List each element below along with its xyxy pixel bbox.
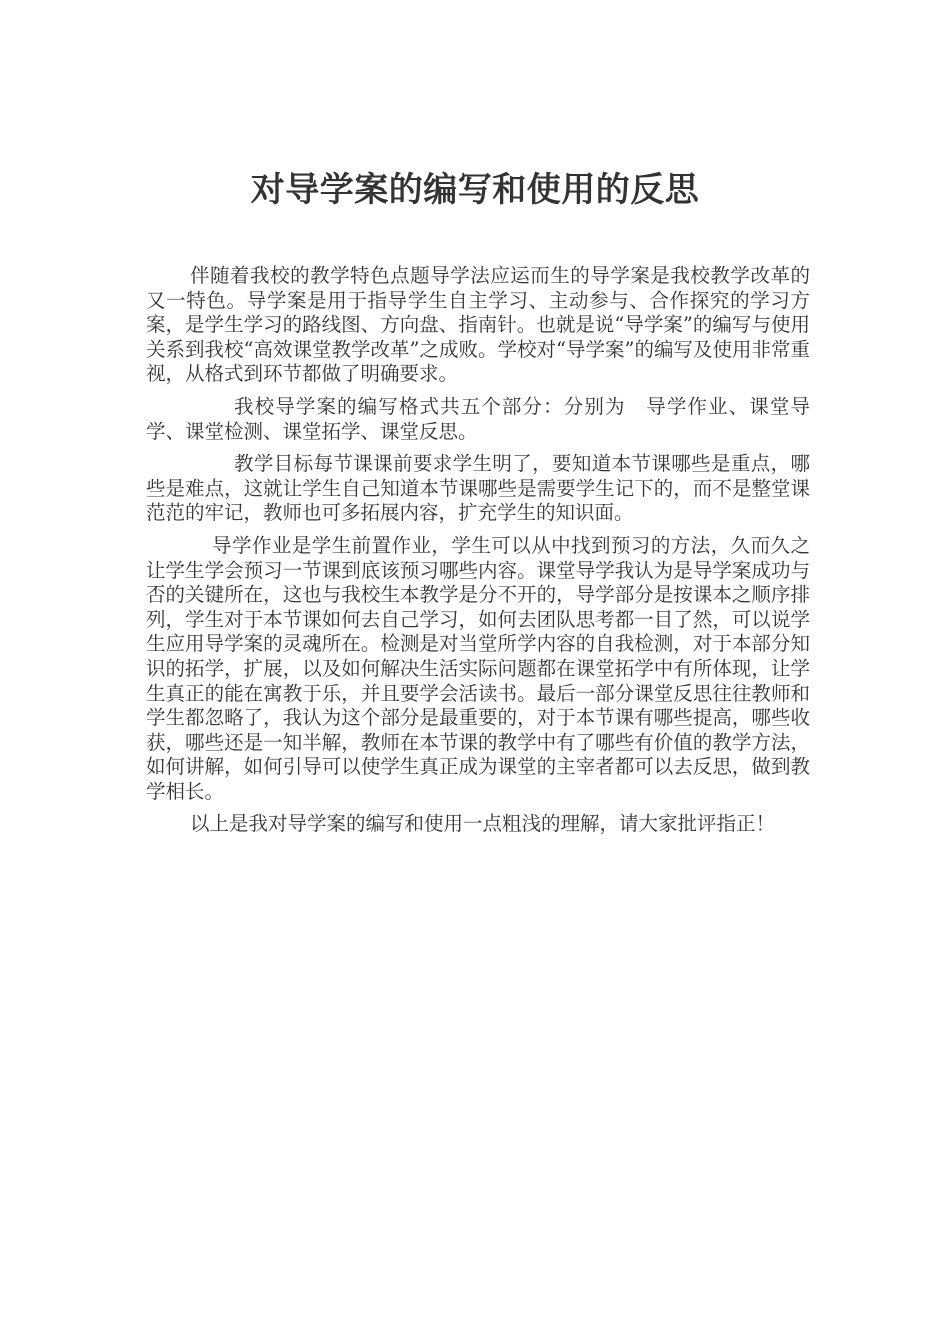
- paragraph-conclusion: 以上是我对导学案的编写和使用一点粗浅的理解，请大家批评指正！: [190, 812, 776, 836]
- paragraph-format: 我校导学案的编写格式共五个部分：分别为 导学作业、课堂导学、课堂检测、课堂拓学、课堂反思。: [146, 394, 810, 443]
- paragraph-intro: 伴随着我校的教学特色点题导学法应运而生的导学案是我校教学改革的又一特色。导学案是用于指导学生自主学习、主动参与、合作探究的学习方案，是学生学习的路线图、方向盘、指南针。也就是说“导学案”的编写与使用关系到我校“高效课堂教学改革”之成败。学校对“导学案”的编写及使用非常重视，从格式到环节都做了明确要求。: [146, 264, 810, 386]
- document-body: [146, 264, 810, 845]
- paragraph-details: 导学作业是学生前置作业，学生可以从中找到预习的方法，久而久之让学生学会预习一节课到底该预习哪些内容。课堂导学我认为是导学案成功与否的关键所在，这也与我校生本教学是分不开的，导学部分是按课本之顺序排列，学生对于本节课如何去自己学习，如何去团队思考都一目了然，可以说学生应用导学案的灵魂所在。检测是对当堂所学内容的自我检测，对于本部分知识的拓学，扩展，以及如何解决生活实际问题都在课堂拓学中有所体现，让学生真正的能在寓教于乐，并且要学会活读书。最后一部分课堂反思往往教师和学生都忽略了，我认为这个部分是最重要的，对于本节课有哪些提高，哪些收获，哪些还是一知半解，教师在本节课的教学中有了哪些有价值的教学方法，如何讲解，如何引导可以使学生真正成为课堂的主宰者都可以去反思，做到教学相长。: [146, 533, 810, 803]
- paragraph-objectives: 教学目标每节课课前要求学生明了，要知道本节课哪些是重点，哪些是难点，这就让学生自己知道本节课哪些是需要学生记下的，而不是整堂课范范的牢记，教师也可多拓展内容，扩充学生的知识面。: [146, 452, 810, 525]
- document-title: 对导学案的编写和使用的反思: [250, 170, 700, 210]
